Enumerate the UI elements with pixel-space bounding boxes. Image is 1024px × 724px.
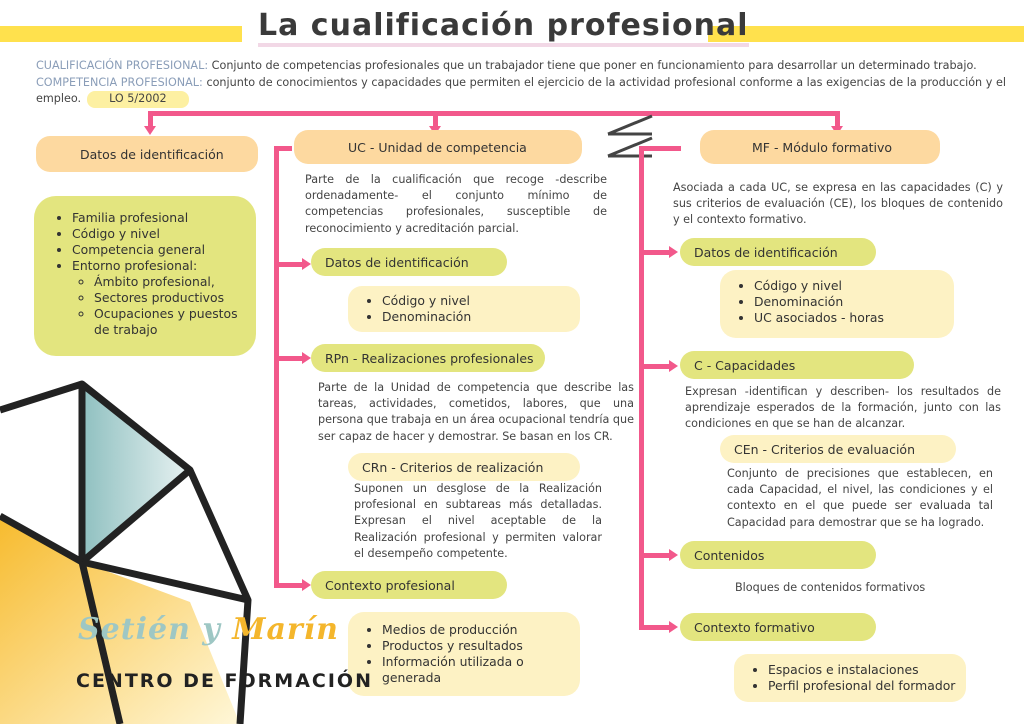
- title-bar-right: [708, 26, 1024, 42]
- list-item: • Entorno profesional: ◦ Ámbito profesional, ◦ Sectores productivos ◦ Ocupaciones y puestos de trabajo: [72, 258, 246, 338]
- uc-vertical-line: [274, 146, 279, 588]
- mf-branch-contexto: [639, 625, 671, 630]
- arrow-uc-datos: [302, 258, 311, 270]
- list-item: ◦ Sectores productivos: [94, 290, 246, 306]
- mf-top-tick: [639, 146, 681, 151]
- cualificacion-definition: CUALIFICACIÓN PROFESIONAL: Conjunto de competencias profesionales que un trabajador tiene que poner en funcionamiento para desarrollar un determinado trabajo.: [36, 59, 977, 72]
- uc-rp-header: RPn - Realizaciones profesionales: [311, 344, 545, 372]
- mf-branch-datos: [639, 250, 671, 255]
- mf-description: Asociada a cada UC, se expresa en las capacidades (C) y sus criterios de evaluación (CE), los bloques de contenido y el contexto formativo.: [673, 181, 1003, 227]
- top-connector: [148, 111, 840, 116]
- mf-datos-box: [720, 270, 954, 338]
- list-item: • Código y nivel: [72, 226, 246, 242]
- mf-ce-description: Conjunto de precisiones que establecen, en cada Capacidad, el nivel, las condiciones y el contexto en el que puede ser evaluada tal Capacidad para demostrar que se ha logrado.: [727, 467, 993, 529]
- uc-contexto-box: [348, 612, 580, 696]
- uc-branch-datos: [274, 262, 304, 267]
- law-badge: LO 5/2002: [87, 91, 189, 108]
- list-item: • Código y nivel: [382, 293, 570, 309]
- brand-logo-name: Setién y Marín: [78, 612, 339, 647]
- list-item: • Código y nivel: [754, 278, 944, 294]
- mf-branch-cap: [639, 364, 671, 369]
- connector-uc-down: [433, 111, 438, 127]
- title-bar-left: [0, 26, 242, 42]
- intro-definitions: [36, 58, 1006, 108]
- list-item: ◦ Ocupaciones y puestos de trabajo: [94, 306, 246, 338]
- page-title: La cualificación profesional: [258, 8, 749, 43]
- arrow-left-down: [144, 126, 156, 135]
- mf-contexto-header: Contexto formativo: [680, 613, 876, 641]
- mf-contenidos-description: Bloques de contenidos formativos: [735, 581, 926, 594]
- mf-header: MF - Módulo formativo: [700, 130, 940, 164]
- mf-cap-description: Expresan -identifican y describen- los resultados de aprendizaje esperados de la formación, junto con las condiciones en que se han de alcanzar.: [685, 385, 1001, 431]
- mf-datos-header: Datos de identificación: [680, 238, 876, 266]
- uc-header: UC - Unidad de competencia: [294, 130, 582, 164]
- list-item: • UC asociados - horas: [754, 310, 944, 326]
- uc-description: Parte de la cualificación que recoge -describe ordenadamente- el conjunto mínimo de competencias profesionales, susceptible de reconocimiento y acreditación parcial.: [305, 173, 607, 235]
- left-items: [52, 210, 246, 338]
- list-item: • Denominación: [754, 294, 944, 310]
- list-item: • Información utilizada o generada: [382, 654, 570, 686]
- uc-top-tick: [274, 146, 292, 151]
- break-symbol: [600, 112, 660, 167]
- uc-cr-header: CRn - Criterios de realización: [348, 453, 580, 481]
- competencia-definition: COMPETENCIA PROFESIONAL: conjunto de conocimientos y capacidades que permiten el ejercicio de la actividad profesional conforme a las exigencias de la producción y el empleo. LO 5/2002: [36, 75, 1006, 108]
- uc-datos-header: Datos de identificación: [311, 248, 507, 276]
- arrow-mf-cap: [669, 360, 678, 372]
- uc-rp-description: Parte de la Unidad de competencia que describe las tareas, actividades, cometidos, labores, que una persona que trabaja en un área ocupacional tendría que ser capaz de hacer y demostrar. Se basan en los CR.: [318, 381, 634, 443]
- connector-left-down: [148, 111, 153, 127]
- list-item: • Espacios e instalaciones: [768, 662, 956, 678]
- list-item: • Denominación: [382, 309, 570, 325]
- uc-datos-box: [348, 286, 580, 332]
- mf-branch-contenidos: [639, 553, 671, 558]
- mf-contenidos-header: Contenidos: [680, 541, 876, 569]
- list-item: • Perfil profesional del formador: [768, 678, 956, 694]
- mf-cap-header: C - Capacidades: [680, 351, 914, 379]
- list-item: • Medios de producción: [382, 622, 570, 638]
- brand-subtitle: CENTRO DE FORMACIÓN: [76, 670, 373, 692]
- arrow-mf-contenidos: [669, 549, 678, 561]
- left-header: Datos de identificación: [36, 136, 258, 172]
- uc-branch-contexto: [274, 583, 304, 588]
- uc-cr-description: Suponen un desglose de la Realización profesional en subtareas más detalladas. Expresan el nivel aceptable de la Realización profesional y permiten valorar el desempeño competente.: [354, 482, 602, 560]
- list-item: • Competencia general: [72, 242, 246, 258]
- list-item: • Familia profesional: [72, 210, 246, 226]
- uc-branch-rp: [274, 356, 304, 361]
- arrow-uc-rp: [302, 352, 311, 364]
- list-item: ◦ Ámbito profesional,: [94, 274, 246, 290]
- mf-contexto-box: [734, 654, 966, 702]
- left-identification-box: [34, 196, 256, 356]
- mf-ce-header: CEn - Criterios de evaluación: [720, 435, 956, 463]
- list-item: • Productos y resultados: [382, 638, 570, 654]
- arrow-mf-datos: [669, 246, 678, 258]
- arrow-mf-contexto: [669, 621, 678, 633]
- connector-mf-down: [835, 111, 840, 127]
- left-subitems: [72, 274, 246, 338]
- uc-contexto-header: Contexto profesional: [311, 571, 507, 599]
- arrow-uc-contexto: [302, 579, 311, 591]
